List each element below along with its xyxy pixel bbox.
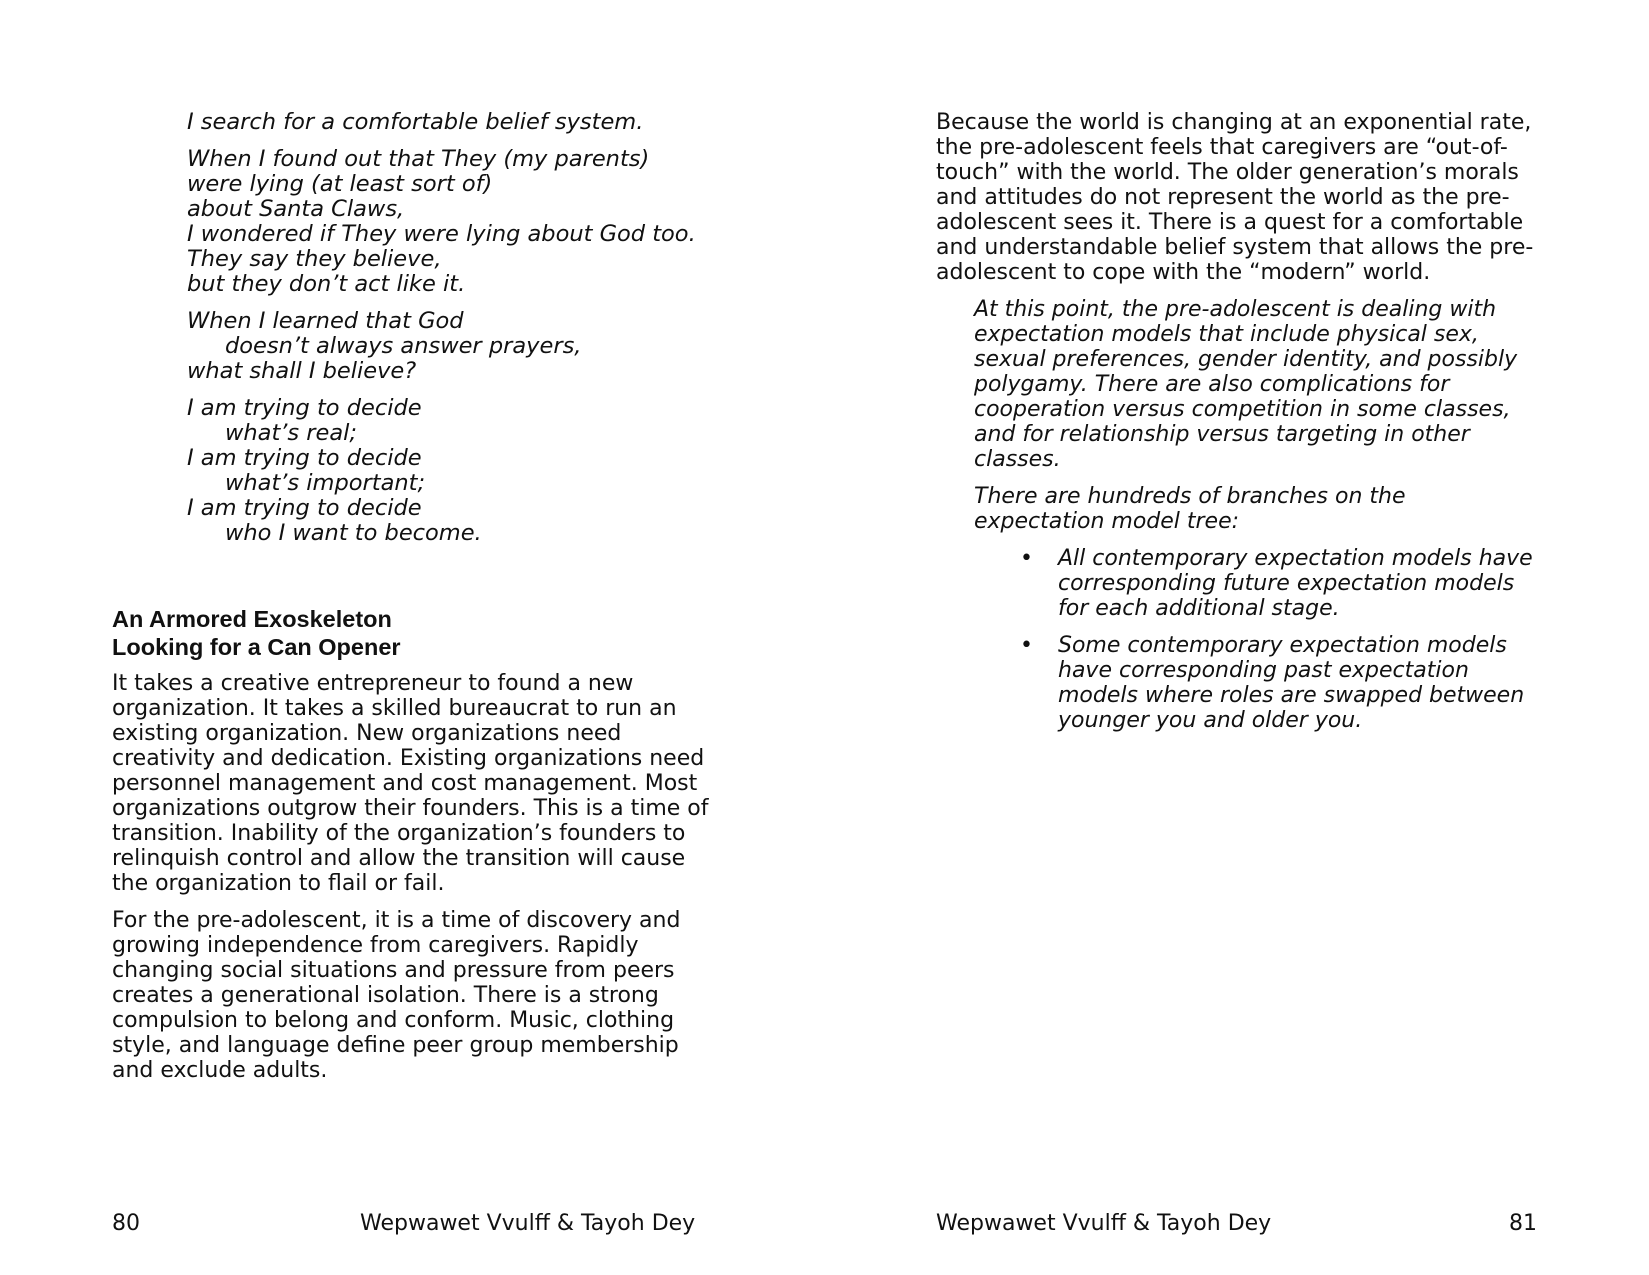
poem-line: They say they believe, xyxy=(187,246,442,272)
poem-line: what shall I believe? xyxy=(187,358,417,384)
paragraph: For the pre-adolescent, it is a time of discovery and growing independence from caregivers. Rapidly changing social situations and pressure from peers creates a generational isolation. There is a strong compulsion to belong and conform. Music, clothing style, and language define peer group membership and exclude adults. xyxy=(112,908,681,1083)
page-number-right: 81 xyxy=(1509,1211,1537,1236)
page-number-left: 80 xyxy=(112,1211,140,1236)
poem-stanza xyxy=(187,396,747,546)
bullet-icon: • xyxy=(1020,633,1033,658)
paragraph: Because the world is changing at an exponential rate, the pre-adolescent feels that caregivers are “out-of-touch” with the world. The older generation’s morals and attitudes do not represent the world as the pre-adolescent sees it. There is a quest for a comfortable and understandable belief system that allows the pre-adolescent to cope with the “modern” world. xyxy=(936,110,1534,285)
bullet-text: All contemporary expectation models have corresponding future expectation models for each additional stage. xyxy=(1058,546,1533,621)
footer-author-right: Wepwawet Vvulff & Tayoh Dey xyxy=(936,1211,1272,1236)
left-body xyxy=(112,671,724,1095)
poem-line: I wondered if They were lying about God too. xyxy=(187,221,696,247)
poem-line: I am trying to decide xyxy=(187,495,422,521)
italic-paragraph: At this point, the pre-adolescent is dealing with expectation models that include physical sex, sexual preferences, gender identity, and possibly polygamy. There are also complications for cooperation versus competition in some classes, and for relationship versus targeting in other classes. xyxy=(974,297,1518,472)
poem-stanza xyxy=(187,309,747,384)
poem-line: who I want to become. xyxy=(225,520,482,546)
poem-line: what’s important; xyxy=(225,470,426,496)
poem-stanza xyxy=(187,110,747,135)
poem-line: what’s real; xyxy=(225,420,358,446)
heading-line-1: An Armored Exoskeleton xyxy=(112,606,392,632)
section-heading xyxy=(112,605,401,661)
italic-paragraph: There are hundreds of branches on the expectation model tree: xyxy=(974,484,1406,534)
poem-line: I search for a comfortable belief system. xyxy=(187,109,644,135)
poem-line: about Santa Claws, xyxy=(187,196,405,222)
poem-line: but they don’t act like it. xyxy=(187,271,466,297)
heading-line-2: Looking for a Can Opener xyxy=(112,634,401,660)
poem xyxy=(187,110,747,558)
left-page xyxy=(0,0,824,1275)
bullet-text: Some contemporary expectation models have corresponding past expectation models where roles are swapped between younger you and older you. xyxy=(1058,633,1525,733)
poem-line: I am trying to decide xyxy=(187,445,422,471)
poem-line: were lying (at least sort of) xyxy=(187,171,493,197)
footer-author-left: Wepwawet Vvulff & Tayoh Dey xyxy=(360,1211,696,1236)
right-page xyxy=(824,0,1649,1275)
bullet-icon: • xyxy=(1020,546,1033,571)
bullet-list xyxy=(936,546,1536,733)
paragraph: It takes a creative entrepreneur to found a new organization. It takes a skilled bureaucrat to run an existing organization. New organizations need creativity and dedication. Existing organizations need personnel management and cost management. Most organizations outgrow their founders. This is a time of transition. Inability of the organization’s founders to relinquish control and allow the transition will cause the organization to flail or fail. xyxy=(112,671,709,896)
right-body xyxy=(936,110,1536,745)
bullet-item xyxy=(1020,546,1538,621)
italic-block xyxy=(974,297,1534,534)
bullet-item xyxy=(1020,633,1538,733)
poem-line: I am trying to decide xyxy=(187,395,422,421)
poem-line: When I learned that God xyxy=(187,308,464,334)
poem-line: doesn’t always answer prayers, xyxy=(225,333,582,359)
poem-stanza xyxy=(187,147,747,297)
poem-line: When I found out that They (my parents) xyxy=(187,146,650,172)
